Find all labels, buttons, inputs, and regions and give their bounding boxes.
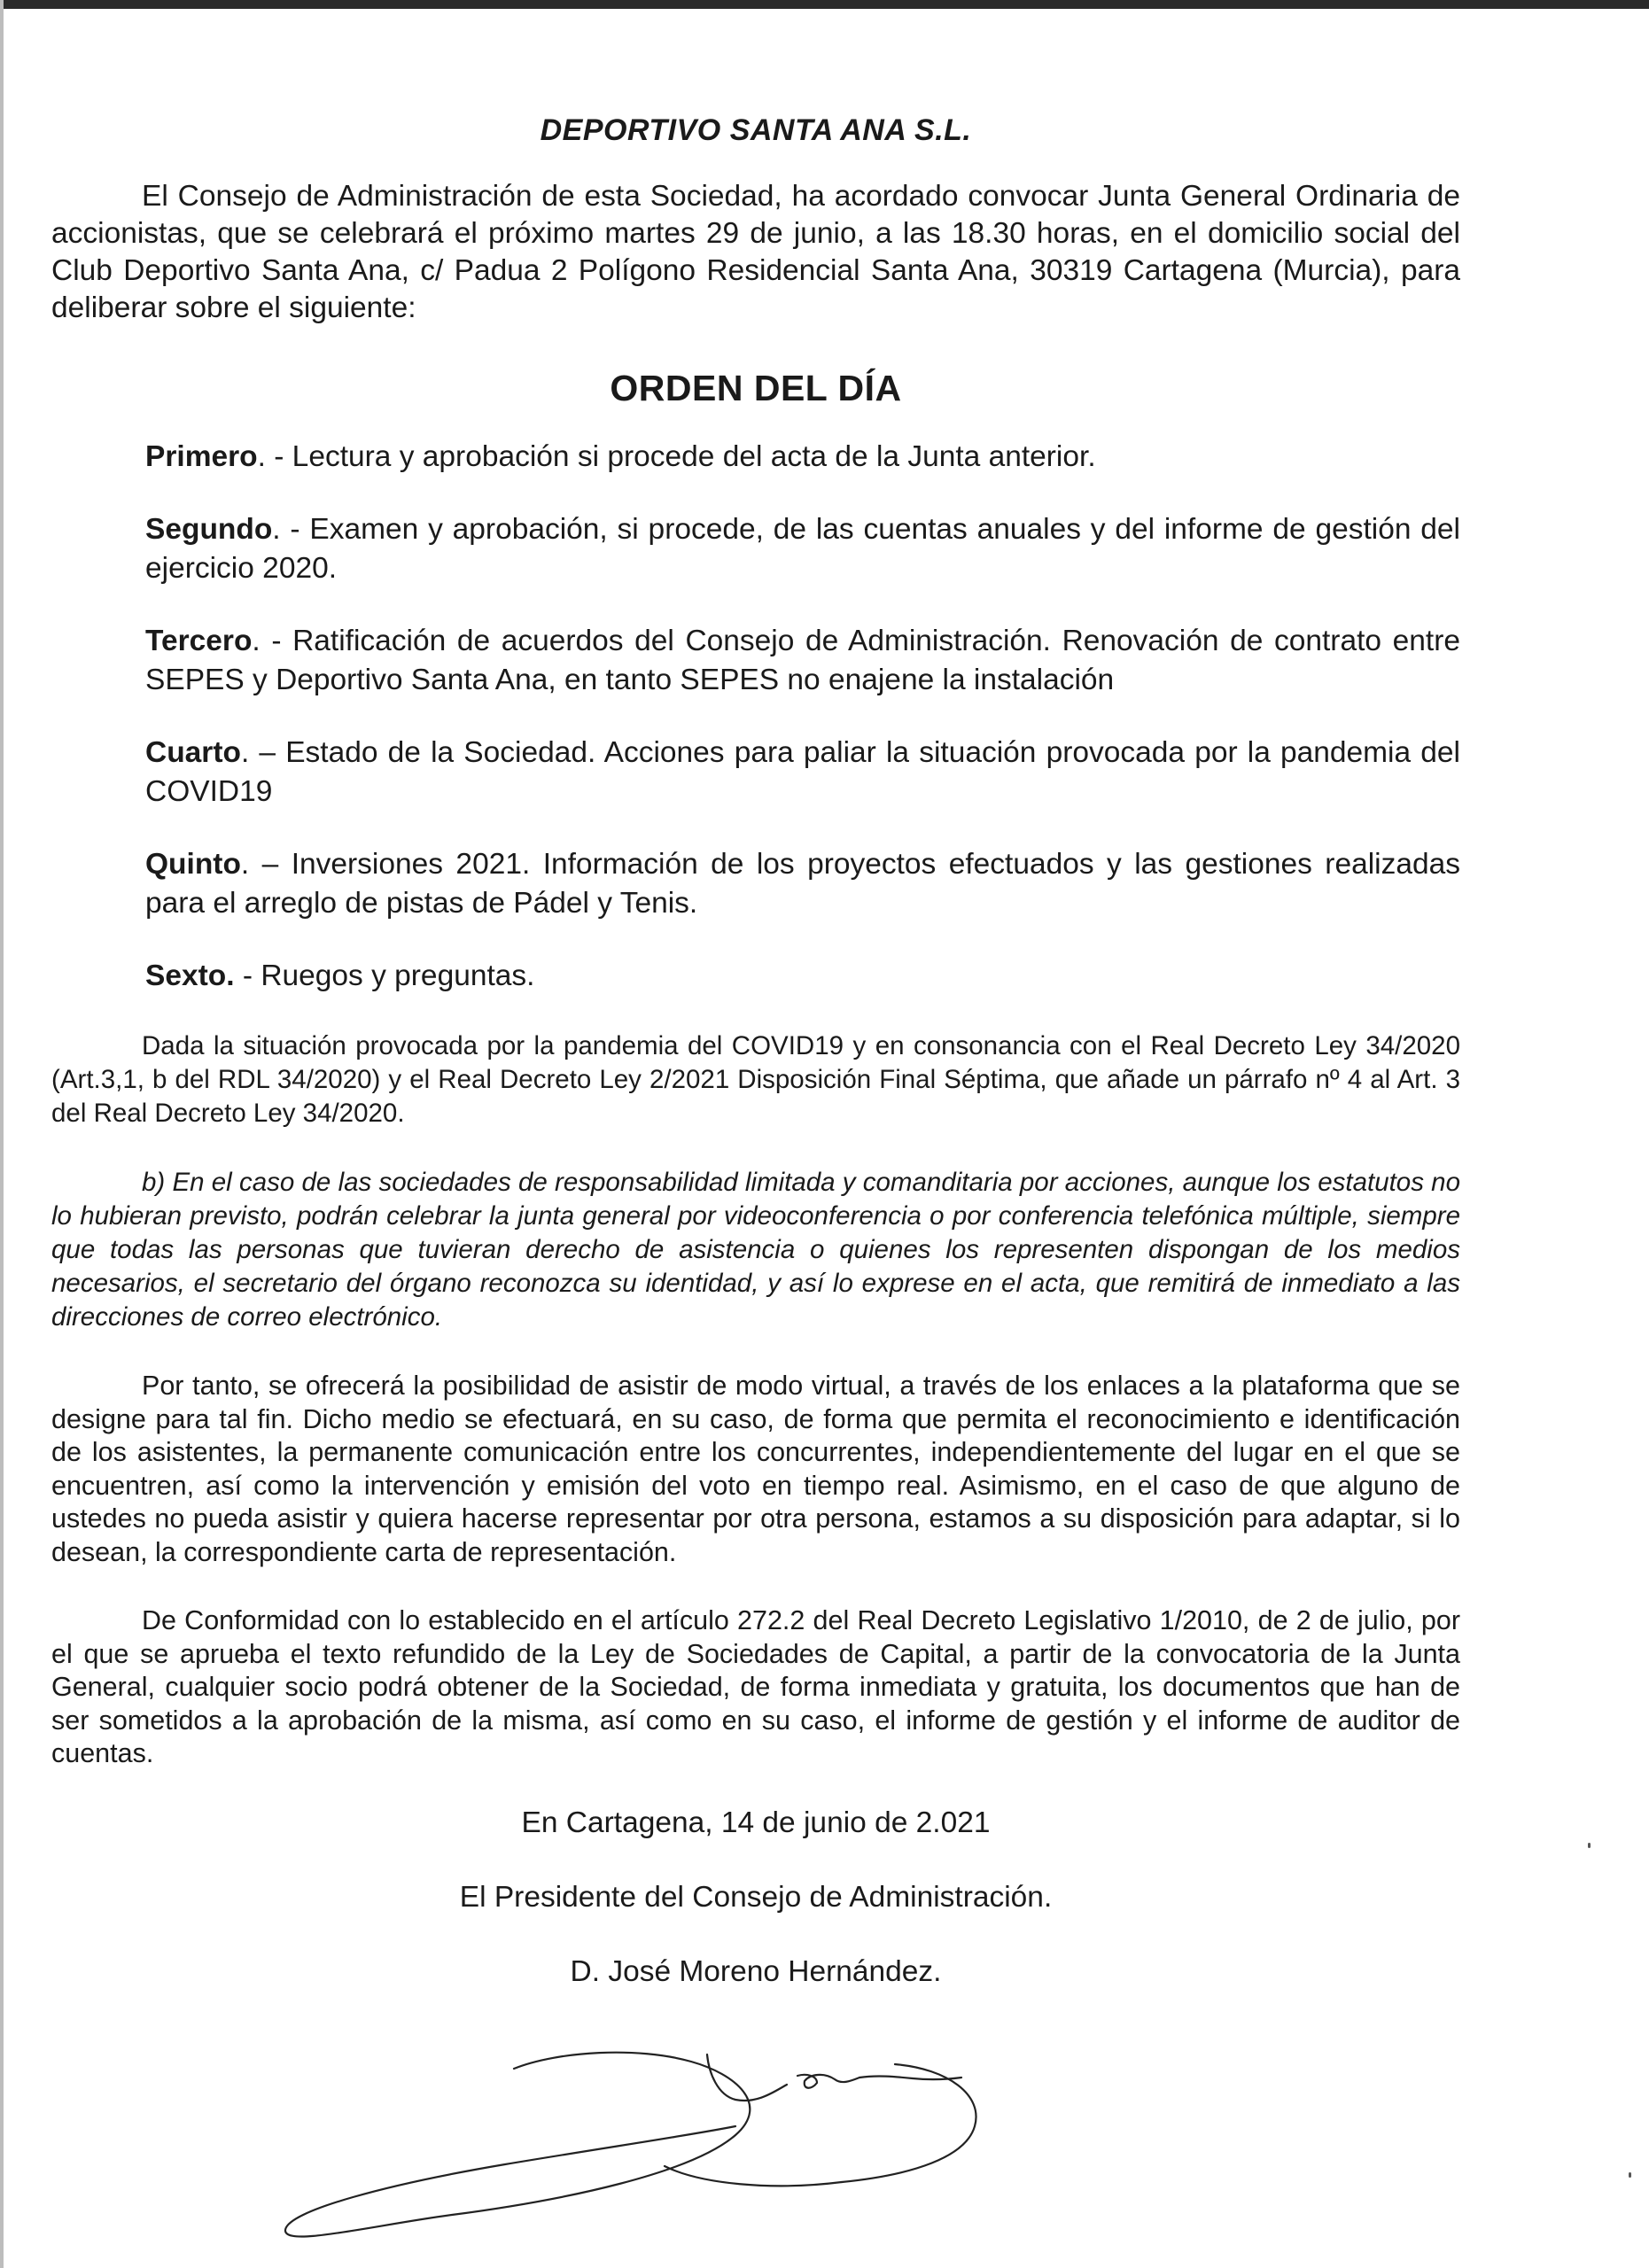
agenda-title: ORDEN DEL DÍA (610, 368, 902, 408)
agenda-item (145, 622, 1460, 700)
agenda-item-label: Primero (145, 440, 258, 473)
agenda-item-label: Tercero (145, 625, 253, 657)
agenda-item-text: . – Inversiones 2021. Información de los proyectos efectuados y las gestiones realizadas para el arreglo de pistas de Pádel y Tenis. (145, 848, 1460, 920)
agenda-item-label: Sexto. (145, 959, 235, 992)
agenda-item (145, 734, 1460, 812)
intro-paragraph: El Consejo de Administración de esta Sociedad, ha acordado convocar Junta General Ordinaria de accionistas, que se celebrará el próximo martes 29 de junio, a las 18.30 horas, en el domicilio social del Club Deportivo Santa Ana, c/ Padua 2 Polígono Residencial Santa Ana, 30319 Cartagena (Murcia), para deliberar sobre el siguiente: (51, 180, 1460, 324)
signer-role: El Presidente del Consejo de Administración. (459, 1880, 1053, 1914)
place-date: En Cartagena, 14 de junio de 2.021 (521, 1806, 991, 1839)
agenda-item-text: . – Estado de la Sociedad. Acciones para paliar la situación provocada por la pandemia del COVID19 (145, 736, 1460, 808)
signer-name: D. José Moreno Hernández. (570, 1954, 942, 1988)
scan-top-border (0, 0, 1649, 9)
virtual-attendance-paragraph: Por tanto, se ofrecerá la posibilidad de asistir de modo virtual, a través de los enlaces a la plataforma que se designe para tal fin. Dicho medio se efectuará, en su caso, de forma que permita el reconocimiento e identificación de los asistentes, la permanente comunicación entre los concurrentes, independientemente del lugar en el que se encuentren, así como la intervención y emisión del voto en tiempo real. Asimismo, en el caso de que alguno de ustedes no pueda asistir y quiera hacerse representar por otra persona, estamos a su disposición para adaptar, si lo desean, la correspondiente carta de representación. (51, 1371, 1460, 1567)
legal-quote: b) En el caso de las sociedades de responsabilidad limitada y comanditaria por acciones, aunque los estatutos no lo hubieran previsto, podrán celebrar la junta general por videoconferencia o por conferencia telefónica múltiple, siempre que todas las personas que tuvieran derecho de asistencia o quienes los representen dispongan de los medios necesarios, el secretario del órgano reconozca su identidad, y así lo exprese en el acta, que remitirá de inmediato a las direcciones de correo electrónico. (51, 1168, 1460, 1332)
agenda-item-text: - Ruegos y preguntas. (234, 959, 535, 992)
scan-speck (1588, 1843, 1591, 1848)
agenda-item (145, 510, 1460, 588)
legal-reference-paragraph: De Conformidad con lo establecido en el artículo 272.2 del Real Decreto Legislativo 1/2010, de 2 de julio, por el que se aprueba el texto refundido de la Ley de Sociedades de Capital, a partir de la convocatoria de la Junta General, cualquier socio podrá obtener de la Sociedad, de forma inmediata y gratuita, los documentos que han de ser sometidos a la aprobación de la misma, así como en su caso, el informe de gestión y el informe de auditor de cuentas. (51, 1605, 1460, 1768)
document-page (51, 106, 1460, 2030)
agenda-item (145, 957, 1460, 996)
agenda-list (51, 438, 1460, 996)
agenda-item-label: Cuarto (145, 736, 241, 769)
signature-icon (275, 2042, 1054, 2259)
agenda-item-text: . - Examen y aprobación, si procede, de las cuentas anuales y del informe de gestión del ejercicio 2020. (145, 513, 1460, 585)
agenda-item (145, 845, 1460, 923)
covid-paragraph: Dada la situación provocada por la pandemia del COVID19 y en consonancia con el Real Decreto Ley 34/2020 (Art.3,1, b del RDL 34/2020) y el Real Decreto Ley 2/2021 Disposición Final Séptima, que añade un párrafo nº 4 al Art. 3 del Real Decreto Ley 34/2020. (51, 1031, 1460, 1128)
company-name: DEPORTIVO SANTA ANA S.L. (540, 113, 972, 147)
agenda-item-text: . - Lectura y aprobación si procede del acta de la Junta anterior. (257, 440, 1096, 473)
agenda-item (145, 438, 1460, 477)
agenda-item-text: . - Ratificación de acuerdos del Consejo de Administración. Renovación de contrato entre SEPES y Deportivo Santa Ana, en tanto SEPES no enajene la instalación (145, 625, 1460, 696)
scan-left-border (0, 0, 4, 2268)
scan-speck (1629, 2172, 1631, 2178)
agenda-item-label: Quinto (145, 848, 241, 881)
agenda-item-label: Segundo (145, 513, 273, 546)
